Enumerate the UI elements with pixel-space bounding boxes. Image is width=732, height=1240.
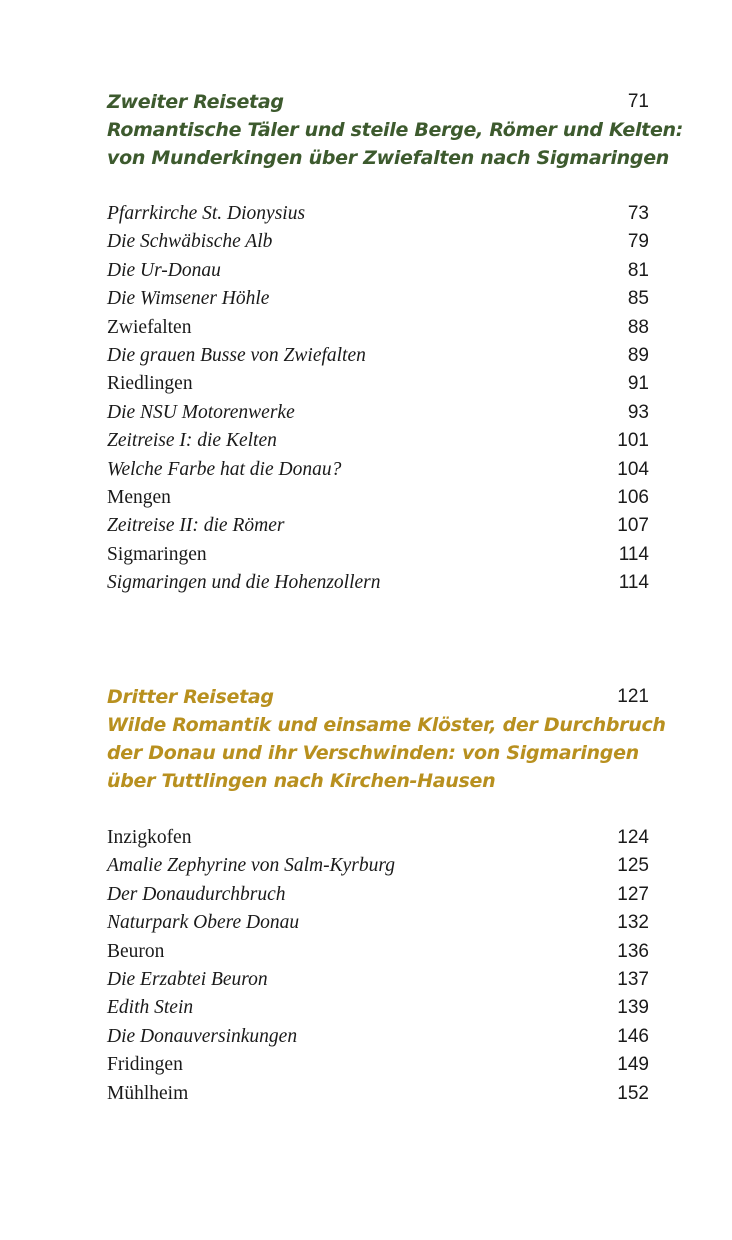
- toc-entry[interactable]: [107, 200, 649, 228]
- toc-entry[interactable]: [107, 994, 649, 1022]
- section-heading-line: von Munderkingen über Zwiefalten nach Sigmaringen: [107, 147, 670, 169]
- toc-entry-page-number: 85: [627, 288, 649, 310]
- section-heading-line: der Donau und ihr Verschwinden: von Sigmaringen: [107, 742, 639, 764]
- toc-entry[interactable]: [107, 938, 649, 966]
- toc-entry[interactable]: [107, 881, 649, 909]
- toc-entry-title: Mühlheim: [107, 1082, 189, 1104]
- toc-entry-list: [107, 824, 649, 1108]
- section-heading-line: Wilde Romantik und einsame Klöster, der Durchbruch: [107, 714, 666, 736]
- section-page-number: 71: [627, 91, 649, 112]
- toc-entry-title: Riedlingen: [107, 373, 193, 395]
- section-page-number: 121: [617, 686, 649, 707]
- toc-entry-title: Die grauen Busse von Zwiefalten: [107, 344, 366, 366]
- toc-entry-page-number: 93: [627, 401, 649, 423]
- toc-entry[interactable]: [107, 1023, 649, 1051]
- toc-entry-page-number: 146: [617, 1025, 649, 1047]
- toc-entry[interactable]: [107, 257, 649, 285]
- toc-entry-title: Fridingen: [107, 1054, 183, 1076]
- toc-entry-page-number: 136: [617, 940, 649, 962]
- toc-entry-title: Zeitreise II: die Römer: [107, 515, 285, 537]
- toc-entry-title: Die Schwäbische Alb: [107, 231, 273, 253]
- toc-entry[interactable]: [107, 1080, 649, 1108]
- toc-entry-page-number: 114: [618, 572, 649, 594]
- toc-entry-page-number: 89: [627, 344, 649, 366]
- toc-entry-title: Zwiefalten: [107, 316, 192, 338]
- toc-entry[interactable]: [107, 228, 649, 256]
- toc-entry-page-number: 107: [617, 515, 649, 537]
- toc-entry[interactable]: [107, 399, 649, 427]
- toc-entry[interactable]: [107, 370, 649, 398]
- toc-entry-title: Sigmaringen: [107, 543, 207, 565]
- toc-entry-page-number: 73: [627, 203, 649, 224]
- toc-entry-title: Amalie Zephyrine von Salm-Kyrburg: [107, 855, 395, 877]
- toc-entry-page-number: 125: [617, 855, 649, 877]
- toc-entry-title: Der Donaudurchbruch: [107, 883, 286, 905]
- section-heading[interactable]: [107, 88, 684, 172]
- toc-entry[interactable]: [107, 966, 649, 994]
- section-heading[interactable]: [107, 683, 666, 795]
- toc-entry-title: Sigmaringen und die Hohenzollern: [107, 572, 381, 594]
- toc-entry[interactable]: [107, 569, 649, 597]
- toc-entry-title: Die Ur-Donau: [107, 259, 221, 281]
- toc-entry-page-number: 114: [618, 543, 649, 565]
- toc-entry[interactable]: [107, 541, 649, 569]
- toc-entry[interactable]: [107, 285, 649, 313]
- toc-entry-title: Die NSU Motorenwerke: [107, 401, 295, 423]
- toc-entry[interactable]: [107, 427, 649, 455]
- toc-entry-page-number: 124: [617, 827, 649, 848]
- toc-entry-page-number: 79: [627, 231, 649, 253]
- toc-entry-page-number: 101: [617, 430, 649, 452]
- toc-entry-page-number: 104: [617, 458, 649, 480]
- toc-entry-page-number: 132: [617, 912, 649, 934]
- toc-entry-page-number: 139: [617, 997, 649, 1019]
- toc-entry[interactable]: [107, 314, 649, 342]
- toc-entry-title: Beuron: [107, 940, 165, 962]
- toc-entry[interactable]: [107, 512, 649, 540]
- toc-entry-page-number: 88: [627, 316, 649, 338]
- toc-entry-title: Die Donauversinkungen: [107, 1025, 298, 1047]
- toc-entry-title: Pfarrkirche St. Dionysius: [107, 203, 306, 224]
- toc-section-day-2: [107, 88, 684, 597]
- toc-entry-title: Mengen: [107, 486, 171, 508]
- toc-entry-title: Zeitreise I: die Kelten: [107, 430, 277, 452]
- toc-entry-page-number: 127: [617, 883, 649, 905]
- toc-section-day-3: [107, 683, 666, 1108]
- toc-entry-page-number: 137: [617, 968, 649, 990]
- toc-entry-page-number: 152: [617, 1082, 649, 1104]
- toc-entry-page-number: 106: [617, 486, 649, 508]
- toc-entry[interactable]: [107, 456, 649, 484]
- toc-entry[interactable]: [107, 484, 649, 512]
- section-heading-line: über Tuttlingen nach Kirchen-Hausen: [107, 770, 496, 792]
- toc-entry-page-number: 81: [627, 259, 649, 281]
- toc-entry-title: Die Wimsener Höhle: [107, 288, 270, 310]
- toc-entry[interactable]: [107, 342, 649, 370]
- toc-entry[interactable]: [107, 852, 649, 880]
- toc-entry-title: Die Erzabtei Beuron: [107, 968, 268, 990]
- toc-entry[interactable]: [107, 1051, 649, 1079]
- toc-entry-page-number: 149: [617, 1054, 649, 1076]
- toc-entry-title: Edith Stein: [107, 997, 194, 1019]
- toc-entry-page-number: 91: [627, 373, 649, 395]
- toc-entry[interactable]: [107, 909, 649, 937]
- toc-entry[interactable]: [107, 824, 649, 852]
- section-heading-line: Romantische Täler und steile Berge, Römer und Kelten:: [107, 119, 684, 141]
- toc-entry-title: Welche Farbe hat die Donau?: [107, 458, 342, 480]
- toc-entry-title: Inzigkofen: [107, 827, 192, 848]
- toc-entry-title: Naturpark Obere Donau: [107, 912, 300, 934]
- section-heading-line: Zweiter Reisetag: [107, 91, 284, 113]
- toc-entry-list: [107, 200, 649, 597]
- section-heading-line: Dritter Reisetag: [107, 686, 274, 708]
